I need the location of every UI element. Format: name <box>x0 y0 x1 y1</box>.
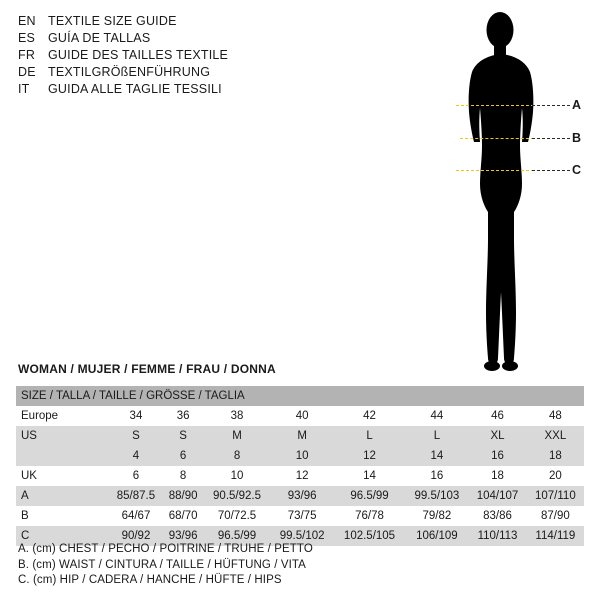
row-label: US <box>21 430 37 442</box>
cell: 87/90 <box>540 510 570 522</box>
language-row <box>18 82 348 99</box>
cell: 99.5/103 <box>414 490 460 502</box>
cell: XL <box>490 430 505 442</box>
cell: 106/109 <box>416 530 458 542</box>
hip-measure-leader <box>532 170 570 171</box>
cell: 102.5/105 <box>343 530 396 542</box>
cell: 104/107 <box>476 490 519 502</box>
row-label: C <box>21 530 30 542</box>
cell: XXL <box>544 430 567 442</box>
measure-label-c: C <box>572 163 582 177</box>
cell: 44 <box>430 410 444 422</box>
cell: 18 <box>491 470 504 482</box>
language-code: FR <box>18 48 36 62</box>
cell: 64/67 <box>121 510 151 522</box>
language-title: GUÍA DE TALLAS <box>48 31 151 45</box>
cell: 34 <box>129 410 143 422</box>
legend-line-b: B. (cm) WAIST / CINTURA / TAILLE / HÜFTUNG / VITA <box>18 558 306 571</box>
cell: S <box>132 430 140 442</box>
cell: 8 <box>179 470 187 482</box>
female-silhouette-icon <box>438 6 568 374</box>
row-label: UK <box>21 470 37 482</box>
language-code: DE <box>18 65 36 79</box>
cell: 16 <box>491 450 504 462</box>
table-row <box>16 426 584 446</box>
row-label <box>16 446 109 466</box>
cell: 70/72.5 <box>217 510 257 522</box>
cell: 36 <box>176 410 190 422</box>
cell: 76/78 <box>355 510 384 522</box>
table-row <box>16 446 584 466</box>
language-title: TEXTILE SIZE GUIDE <box>48 14 177 28</box>
cell: 14 <box>430 450 444 462</box>
cell: 12 <box>363 450 376 462</box>
language-code: IT <box>18 82 30 96</box>
cell: 12 <box>295 470 309 482</box>
cell: 20 <box>548 470 562 482</box>
cell: 10 <box>230 470 244 482</box>
cell: 14 <box>363 470 376 482</box>
cell: 114/119 <box>535 530 576 542</box>
language-row <box>18 14 348 31</box>
cell: 38 <box>230 410 244 422</box>
table-row <box>16 506 584 526</box>
section-title: WOMAN / MUJER / FEMME / FRAU / DONNA <box>18 362 276 376</box>
cell: 85/87.5 <box>116 490 156 502</box>
cell: 107/110 <box>535 490 576 502</box>
cell: 93/96 <box>287 490 317 502</box>
cell: M <box>297 430 307 442</box>
legend-line-c: C. (cm) HIP / CADERA / HANCHE / HÜFTE / HIPS <box>18 574 282 586</box>
cell: 99.5/102 <box>279 530 325 542</box>
cell: 110/113 <box>477 530 518 542</box>
table-row <box>16 406 584 426</box>
language-code: ES <box>18 31 36 45</box>
cell: 96.5/99 <box>217 530 257 542</box>
cell: 4 <box>132 450 140 462</box>
cell: S <box>179 430 187 442</box>
cell: 90/92 <box>121 530 151 542</box>
size-table <box>16 386 584 546</box>
cell: 42 <box>363 410 376 422</box>
cell: 83/86 <box>483 510 512 522</box>
language-row <box>18 65 348 82</box>
language-row <box>18 31 348 48</box>
cell: 48 <box>548 410 562 422</box>
cell: L <box>366 430 373 442</box>
chest-measure-line <box>456 105 534 106</box>
cell: 6 <box>132 470 140 482</box>
cell: 68/70 <box>168 510 198 522</box>
table-header-row <box>16 386 584 406</box>
row-label: Europe <box>21 410 59 422</box>
hip-measure-line <box>456 170 534 171</box>
table-row <box>16 486 584 506</box>
language-row <box>18 48 348 65</box>
table-row <box>16 466 584 486</box>
cell: 79/82 <box>422 510 452 522</box>
row-label: A <box>21 490 29 502</box>
legend-line-a: A. (cm) CHEST / PECHO / POITRINE / TRUHE / PETTO <box>18 543 313 555</box>
cell: 96.5/99 <box>350 490 389 502</box>
cell: 16 <box>430 470 444 482</box>
cell: 46 <box>491 410 504 422</box>
cell: 40 <box>295 410 309 422</box>
cell: 73/75 <box>287 510 317 522</box>
language-title: GUIDA ALLE TAGLIE TESSILI <box>48 82 222 96</box>
waist-measure-line <box>460 138 534 139</box>
language-title: GUIDE DES TAILLES TEXTILE <box>48 48 229 62</box>
row-label: B <box>21 510 29 522</box>
language-title-list <box>18 14 348 99</box>
cell: M <box>232 430 242 442</box>
table-header-label: SIZE / TALLA / TAILLE / GRÖSSE / TAGLIA <box>21 390 245 402</box>
chest-measure-leader <box>532 105 570 106</box>
cell: 10 <box>295 450 309 462</box>
body-measurement-figure <box>420 6 590 376</box>
cell: L <box>433 430 441 442</box>
language-code: EN <box>18 14 36 28</box>
measure-label-a: A <box>572 98 582 112</box>
language-title: TEXTILGRÖßENFÜHRUNG <box>48 65 211 79</box>
waist-measure-leader <box>532 138 570 139</box>
cell: 6 <box>179 450 187 462</box>
cell: 8 <box>233 450 241 462</box>
measure-label-b: B <box>572 131 582 145</box>
measurement-legend <box>18 542 313 589</box>
cell: 88/90 <box>168 490 198 502</box>
cell: 18 <box>548 450 562 462</box>
cell: 93/96 <box>168 530 198 542</box>
cell: 90.5/92.5 <box>213 490 261 502</box>
